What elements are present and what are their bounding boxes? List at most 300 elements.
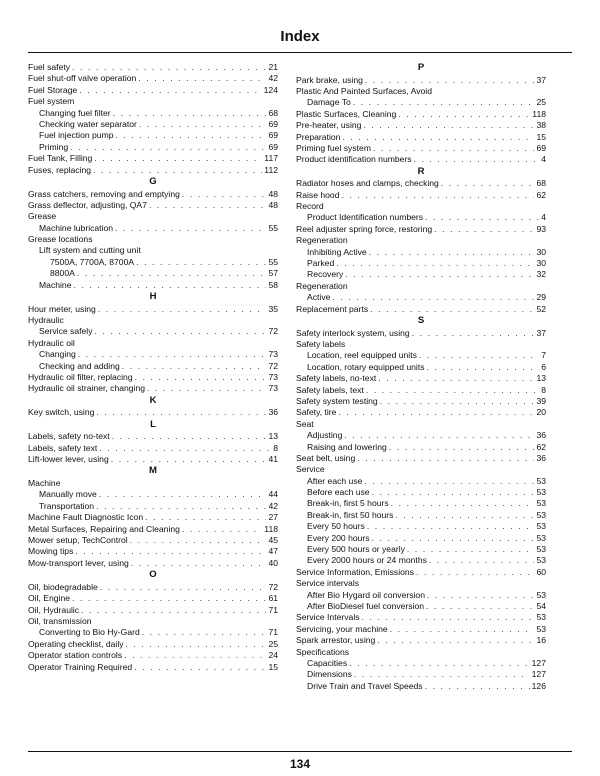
index-entry <box>28 605 278 616</box>
index-entry <box>296 178 546 189</box>
index-entry <box>296 362 546 373</box>
index-entry <box>296 373 546 384</box>
index-entry-label: Spark arrestor, using <box>296 635 376 646</box>
dot-leader <box>138 73 266 84</box>
dot-leader <box>145 512 266 523</box>
index-group-heading <box>28 245 278 256</box>
dot-leader <box>100 582 267 593</box>
index-entry-page: 37 <box>536 327 546 338</box>
dot-leader <box>427 362 540 373</box>
dot-leader <box>419 350 539 361</box>
dot-leader <box>72 62 266 73</box>
index-group-heading <box>296 201 546 212</box>
dot-leader <box>182 189 267 200</box>
index-entry <box>28 280 278 291</box>
index-entry <box>296 521 546 532</box>
index-entry-label: Reel adjuster spring force, restoring <box>296 223 433 234</box>
index-entry <box>28 650 278 661</box>
index-entry-page: 53 <box>536 475 546 486</box>
index-entry-page: 53 <box>536 589 546 600</box>
index-entry-page: 15 <box>268 661 278 672</box>
dot-leader <box>377 635 534 646</box>
index-entry-label: Hydraulic oil <box>28 337 75 348</box>
dot-leader <box>342 132 534 143</box>
index-entry <box>28 593 278 604</box>
index-entry <box>296 590 546 601</box>
index-entry-page: 55 <box>268 256 278 267</box>
index-entry-label: Operating checklist, daily <box>28 638 124 649</box>
index-entry-page: 4 <box>541 212 546 223</box>
index-entry-page: 53 <box>536 544 546 555</box>
index-entry-label: Recovery <box>307 269 344 280</box>
index-entry <box>296 612 546 623</box>
index-entry-label: Safety system testing <box>296 395 378 406</box>
index-entry-label: Mowing tips <box>28 546 74 557</box>
index-entry-page: 48 <box>268 199 278 210</box>
index-entry-label: Adjusting <box>307 430 343 441</box>
dot-leader <box>395 510 534 521</box>
index-entry-page: 42 <box>268 500 278 511</box>
index-entry-label: Manually move <box>39 489 97 500</box>
index-entry <box>296 292 546 303</box>
index-entry-label: Every 50 hours <box>307 521 365 532</box>
index-entry-label: Operator station controls <box>28 650 123 661</box>
index-entry-page: 118 <box>532 108 546 119</box>
index-entry-page: 112 <box>264 164 278 175</box>
index-group-heading <box>296 86 546 97</box>
dot-leader <box>126 639 267 650</box>
index-entry-label: Inhibiting Active <box>307 246 367 257</box>
dot-leader <box>113 108 267 119</box>
index-entry <box>296 487 546 498</box>
index-entry-page: 69 <box>536 142 546 153</box>
index-entry-page: 72 <box>268 581 278 592</box>
dot-leader <box>124 650 266 661</box>
dot-leader <box>332 292 534 303</box>
index-entry-page: 73 <box>268 371 278 382</box>
index-entry-label: Oil, Engine <box>28 593 71 604</box>
index-entry-label: Regeneration <box>296 280 348 291</box>
index-entry <box>28 407 278 418</box>
index-entry-page: 6 <box>541 361 546 372</box>
index-entry-label: Hydraulic oil filter, replacing <box>28 371 133 382</box>
index-entry-page: 21 <box>268 62 278 72</box>
index-entry-label: Preparation <box>296 131 341 142</box>
index-entry <box>28 108 278 119</box>
index-entry <box>296 567 546 578</box>
index-entry <box>296 555 546 566</box>
index-entry-page: 15 <box>536 131 546 142</box>
dot-leader <box>139 119 267 130</box>
index-entry-label: Safety labels <box>296 338 346 349</box>
dot-leader <box>425 212 539 223</box>
index-group-heading <box>296 339 546 350</box>
index-entry-label: Grass catchers, removing and emptying <box>28 188 180 199</box>
index-entry <box>296 601 546 612</box>
dot-leader <box>426 601 534 612</box>
index-entry <box>296 442 546 453</box>
dot-leader <box>98 304 267 315</box>
index-entry <box>296 143 546 154</box>
index-entry-page: 32 <box>536 269 546 280</box>
index-entry-page: 69 <box>268 130 278 141</box>
index-entry-label: Regeneration <box>296 235 348 246</box>
dot-leader <box>149 200 266 211</box>
dot-leader <box>344 430 534 441</box>
dot-leader <box>345 269 534 280</box>
index-entry-label: Specifications <box>296 646 350 657</box>
dot-leader <box>72 593 266 604</box>
index-entry-label: Fuel shut-off valve operation <box>28 73 137 84</box>
index-entry <box>296 498 546 509</box>
index-group-heading <box>296 578 546 589</box>
dot-leader <box>336 258 534 269</box>
index-entry-label: After Bio Hygard oil conversion <box>307 589 425 600</box>
index-entry <box>28 119 278 130</box>
index-entry-label: Changing fuel filter <box>39 107 111 118</box>
index-entry-label: Lift-lower lever, using <box>28 454 109 465</box>
dot-leader <box>131 558 267 569</box>
index-group-heading <box>296 647 546 658</box>
index-entry-page: 72 <box>268 360 278 371</box>
dot-leader <box>427 590 534 601</box>
index-entry <box>28 512 278 523</box>
index-entry-page: 53 <box>536 509 546 520</box>
index-entry <box>28 372 278 383</box>
index-column-left <box>28 62 278 673</box>
header-rule <box>28 52 572 53</box>
index-entry-page: 25 <box>536 97 546 108</box>
index-entry <box>28 189 278 200</box>
index-group-heading <box>28 211 278 222</box>
index-group-heading <box>296 235 546 246</box>
index-entry-label: Labels, safety no-text <box>28 431 110 442</box>
index-entry-label: After BioDiesel fuel conversion <box>307 600 425 611</box>
index-entry-page: 53 <box>536 532 546 543</box>
index-entry-label: Checking and adding <box>39 360 120 371</box>
index-entry-label: Product identification numbers <box>296 154 412 165</box>
index-entry <box>28 546 278 557</box>
index-entry-label: Safety labels, no-text <box>296 373 377 384</box>
index-entry-label: Seat <box>296 418 314 429</box>
index-entry-page: 93 <box>536 223 546 234</box>
index-section-letter: S <box>417 315 425 326</box>
index-entry <box>28 62 278 73</box>
index-entry-label: Lift system and cutting unit <box>39 245 141 256</box>
index-group-heading <box>296 464 546 475</box>
index-entry <box>296 658 546 669</box>
index-entry <box>28 582 278 593</box>
index-entry-label: Radiator hoses and clamps, checking <box>296 178 439 189</box>
index-entry-label: Service Intervals <box>296 612 360 623</box>
dot-leader <box>79 85 261 96</box>
dot-leader <box>378 373 534 384</box>
index-entry-label: Grease <box>28 211 57 222</box>
index-entry-label: Location, reel equipped units <box>307 350 417 361</box>
index-entry-page: 36 <box>536 452 546 463</box>
dot-leader <box>96 407 266 418</box>
index-group-heading <box>28 338 278 349</box>
index-entry <box>296 385 546 396</box>
index-entry-page: 30 <box>536 246 546 257</box>
index-group-heading <box>28 96 278 107</box>
index-entry-label: Oil, transmission <box>28 615 92 626</box>
index-entry-label: Changing <box>39 349 76 360</box>
index-entry-page: 62 <box>536 441 546 452</box>
index-entry <box>296 212 546 223</box>
dot-leader <box>372 487 535 498</box>
dot-leader <box>78 349 267 360</box>
index-entry-page: 52 <box>536 303 546 314</box>
index-entry-page: 38 <box>536 120 546 131</box>
dot-leader <box>441 178 535 189</box>
dot-leader <box>398 109 530 120</box>
index-entry-label: Parked <box>307 258 335 269</box>
index-entry-page: 53 <box>536 521 546 532</box>
index-entry-page: 37 <box>536 74 546 85</box>
index-entry-page: 41 <box>268 454 278 465</box>
index-entry-page: 4 <box>541 154 546 165</box>
index-entry-label: 8800A <box>50 268 75 279</box>
dot-leader <box>434 224 534 235</box>
index-entry <box>28 73 278 84</box>
index-entry-label: Fuel system <box>28 96 75 107</box>
index-entry <box>296 328 546 339</box>
index-entry-page: 53 <box>536 623 546 634</box>
index-entry-label: Hour meter, using <box>28 303 96 314</box>
dot-leader <box>134 662 266 673</box>
index-entry-label: Fuel injection pump <box>39 130 114 141</box>
dot-leader <box>111 454 267 465</box>
dot-leader <box>367 521 535 532</box>
index-entry-page: 69 <box>268 141 278 152</box>
index-entry-label: Grease locations <box>28 234 93 245</box>
index-entry <box>28 443 278 454</box>
index-entry-page: 8 <box>273 442 278 453</box>
index-entry <box>28 85 278 96</box>
index-entry-label: Priming <box>39 141 69 152</box>
index-entry-page: 72 <box>268 326 278 337</box>
index-entry <box>296 510 546 521</box>
index-entry <box>28 489 278 500</box>
index-entry-page: 53 <box>536 555 546 566</box>
dot-leader <box>414 154 540 165</box>
index-entry <box>28 524 278 535</box>
index-entry-label: Labels, safety text <box>28 442 98 453</box>
index-section-letter: R <box>417 165 425 177</box>
index-entry-label: Pre-heater, using <box>296 120 362 131</box>
index-entry-page: 30 <box>536 258 546 269</box>
index-entry-label: After each use <box>307 475 363 486</box>
index-entry <box>28 361 278 372</box>
index-section-letter: L <box>150 418 156 430</box>
index-section-letter: H <box>149 291 157 303</box>
index-entry-page: 48 <box>268 188 278 199</box>
dot-leader <box>147 383 266 394</box>
index-entry-label: Before each use <box>307 487 370 498</box>
index-entry-label: Oil, Hydraulic <box>28 604 80 615</box>
dot-leader <box>93 165 262 176</box>
index-section-letter: P <box>417 62 425 73</box>
index-entry-label: Break-in, first 5 hours <box>307 498 389 509</box>
index-entry <box>28 304 278 315</box>
dot-leader <box>99 443 271 454</box>
dot-leader <box>122 361 267 372</box>
index-entry-label: Machine lubrication <box>39 222 114 233</box>
index-entry-page: 69 <box>268 118 278 129</box>
index-entry-label: Metal Surfaces, Repairing and Cleaning <box>28 523 180 534</box>
page-title: Index <box>280 28 320 45</box>
index-entry <box>296 396 546 407</box>
index-entry <box>28 627 278 638</box>
index-entry-page: 58 <box>268 279 278 290</box>
index-entry-page: 124 <box>263 84 278 95</box>
dot-leader <box>73 280 266 291</box>
index-entry <box>296 269 546 280</box>
index-entry-label: Service <box>296 464 325 475</box>
index-entry <box>28 142 278 153</box>
index-entry <box>296 154 546 165</box>
index-entry-page: 36 <box>268 407 278 418</box>
dot-leader <box>369 247 535 258</box>
index-entry-label: Priming fuel system <box>296 142 371 153</box>
index-entry-page: 13 <box>268 431 278 442</box>
index-entry-label: Servicing, your machine <box>296 623 388 634</box>
dot-leader <box>112 431 267 442</box>
index-entry-label: Dimensions <box>307 669 352 680</box>
index-group-heading <box>296 419 546 430</box>
dot-leader <box>429 555 535 566</box>
index-entry <box>28 223 278 234</box>
dot-leader <box>365 75 535 86</box>
dot-leader <box>391 498 535 509</box>
dot-leader <box>95 326 267 337</box>
dot-leader <box>142 627 267 638</box>
index-group-heading <box>28 616 278 627</box>
index-entry-page: 68 <box>536 178 546 189</box>
index-entry-label: Plastic Surfaces, Cleaning <box>296 108 397 119</box>
dot-leader <box>390 624 535 635</box>
index-entry <box>296 544 546 555</box>
index-entry <box>296 350 546 361</box>
dot-leader <box>373 143 534 154</box>
index-entry-label: Machine Fault Diagnostic Icon <box>28 512 144 523</box>
dot-leader <box>372 533 535 544</box>
dot-leader <box>116 130 267 141</box>
index-entry <box>296 75 546 86</box>
index-entry-page: 61 <box>268 593 278 604</box>
index-entry-page: 53 <box>536 487 546 498</box>
index-entry <box>28 431 278 442</box>
index-entry <box>28 130 278 141</box>
index-entry-page: 54 <box>536 600 546 611</box>
index-entry-page: 127 <box>531 657 546 668</box>
dot-leader <box>182 524 262 535</box>
index-entry <box>296 190 546 201</box>
index-entry-page: 68 <box>268 107 278 118</box>
index-entry-label: Raise hood <box>296 189 340 200</box>
index-entry-page: 55 <box>268 222 278 233</box>
index-entry-label: Fuel safety <box>28 62 71 72</box>
index-entry-page: 40 <box>268 557 278 568</box>
index-entry <box>28 454 278 465</box>
index-entry-page: 7 <box>541 350 546 361</box>
index-entry-label: Damage To <box>307 97 351 108</box>
index-entry <box>296 247 546 258</box>
dot-leader <box>136 257 266 268</box>
dot-leader <box>370 304 534 315</box>
index-entry <box>28 268 278 279</box>
dot-leader <box>362 612 535 623</box>
dot-leader <box>135 372 267 383</box>
index-entry <box>28 558 278 569</box>
index-entry <box>28 326 278 337</box>
index-entry-page: 13 <box>536 373 546 384</box>
index-entry <box>296 407 546 418</box>
index-entry-page: 71 <box>268 604 278 615</box>
index-entry <box>28 535 278 546</box>
dot-leader <box>364 476 534 487</box>
index-entry <box>296 224 546 235</box>
index-entry <box>296 97 546 108</box>
index-entry-label: Service Information, Emissions <box>296 566 414 577</box>
index-entry-label: Fuel Storage <box>28 84 78 95</box>
index-entry-page: 71 <box>268 627 278 638</box>
index-section-letter: M <box>149 465 157 477</box>
dot-leader <box>407 544 535 555</box>
index-entry-page: 36 <box>536 430 546 441</box>
index-entry-label: Plastic And Painted Surfaces, Avoid <box>296 85 432 96</box>
dot-leader <box>353 97 535 108</box>
index-entry-page: 57 <box>268 268 278 279</box>
dot-leader <box>341 190 534 201</box>
index-entry-page: 8 <box>541 384 546 395</box>
index-section-letter: O <box>149 569 157 581</box>
index-entry <box>28 153 278 164</box>
index-entry-page: 44 <box>268 489 278 500</box>
index-entry-page: 53 <box>536 498 546 509</box>
index-entry-label: Mower setup, TechControl <box>28 535 128 546</box>
dot-leader <box>412 328 535 339</box>
index-entry-label: Safety labels, text <box>296 384 364 395</box>
dot-leader <box>81 605 266 616</box>
dot-leader <box>75 546 266 557</box>
footer-rule <box>28 751 572 752</box>
index-entry-page: 42 <box>268 73 278 84</box>
index-entry-page: 53 <box>536 612 546 623</box>
index-entry-page: 45 <box>268 535 278 546</box>
index-entry-label: Oil, biodegradable <box>28 581 98 592</box>
index-entry <box>296 681 546 692</box>
index-entry-label: Seat belt, using <box>296 452 356 463</box>
index-entry-page: 29 <box>536 292 546 303</box>
index-entry <box>28 257 278 268</box>
index-entry-label: Product Identification numbers <box>307 212 424 223</box>
index-entry-label: Safety, tire <box>296 407 337 418</box>
dot-leader <box>425 681 530 692</box>
index-entry-page: 20 <box>536 407 546 418</box>
dot-leader <box>130 535 267 546</box>
index-entry-label: Break-in, first 50 hours <box>307 509 394 520</box>
index-entry-label: Hydraulic <box>28 315 64 325</box>
index-entry <box>28 200 278 211</box>
index-entry-label: Hydraulic oil strainer, changing <box>28 383 146 394</box>
index-entry-label: Drive Train and Travel Speeds <box>307 680 423 691</box>
index-entry-label: Every 2000 hours or 24 months <box>307 555 427 566</box>
index-entry-label: Active <box>307 292 331 303</box>
dot-leader <box>96 501 266 512</box>
index-entry-label: Park brake, using <box>296 74 363 85</box>
